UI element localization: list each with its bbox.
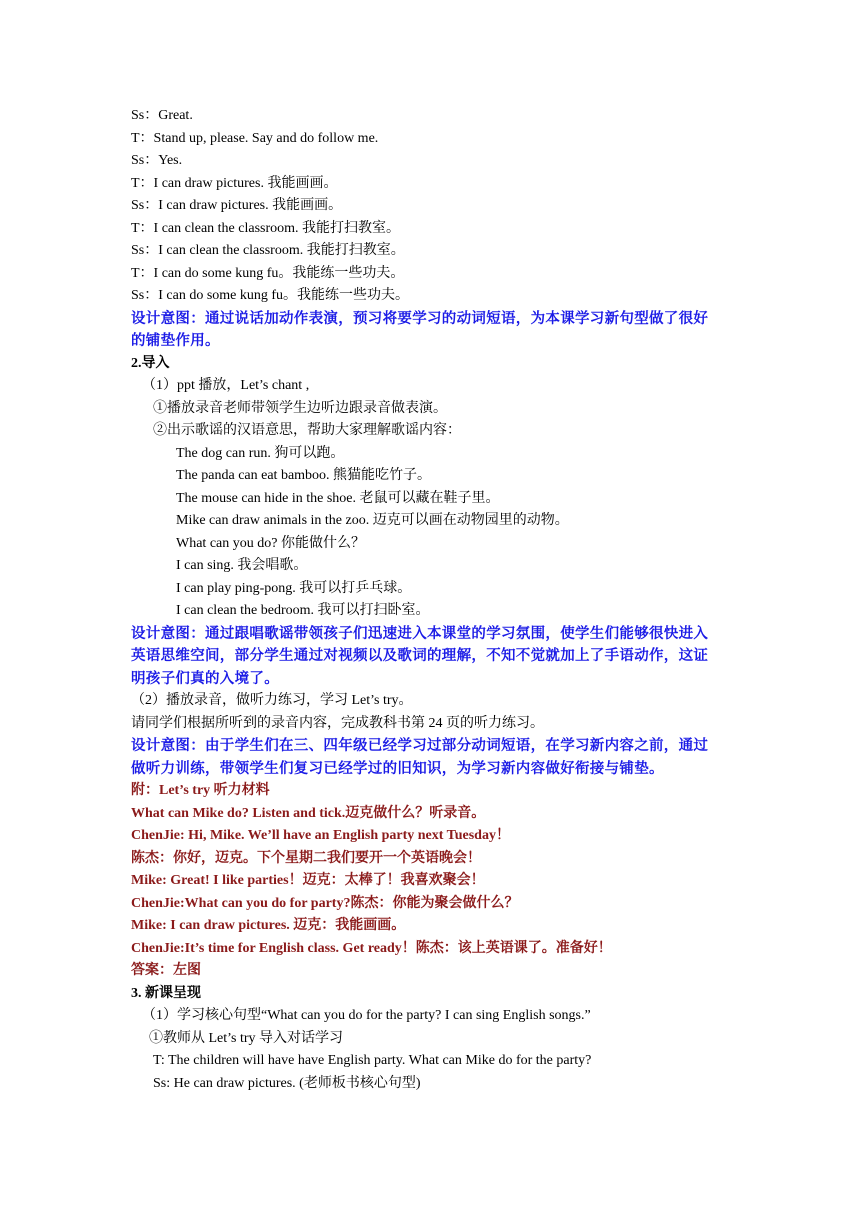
- listening-line: 陈杰：你好，迈克。下个星期二我们要开一个英语晚会！: [131, 850, 481, 866]
- section-2-step-2-detail: 请同学们根据所听到的录音内容，完成教科书第 24 页的听力练习。: [131, 715, 544, 731]
- listening-line: ChenJie:What can you do for party?陈杰：你能为聚会做什么？: [131, 895, 519, 911]
- note-line: 明孩子们真的入境了。: [131, 670, 279, 687]
- design-intent-note-2: [131, 623, 731, 691]
- chant-line: Mike can draw animals in the zoo. 迈克可以画在动物园里的动物。: [176, 513, 569, 528]
- listening-answer: 答案：左图: [131, 963, 201, 978]
- section-2-substep-2: ②出示歌谣的汉语意思，帮助大家理解歌谣内容：: [153, 423, 461, 438]
- design-intent-note-1: [131, 308, 731, 353]
- note-line: 设计意图：通过说话加动作表演，预习将要学习的动词短语，为本课学习新句型做了很好: [131, 310, 709, 327]
- dialogue-line: Ss：I can clean the classroom. 我能打扫教室。: [131, 243, 405, 258]
- section-3-line: Ss: He can draw pictures. (老师板书核心句型): [153, 1075, 421, 1091]
- chant-line: The mouse can hide in the shoe. 老鼠可以藏在鞋子里。: [176, 490, 500, 506]
- section-2-step-2: （2）播放录音，做听力练习，学习 Let’s try。: [131, 693, 413, 708]
- dialogue-line: Ss：Great.: [131, 108, 193, 123]
- section-2-heading: 2.导入: [131, 355, 170, 371]
- listening-line: 附：Let’s try 听力材料: [131, 783, 270, 798]
- design-intent-note-3: [131, 735, 731, 780]
- note-line: 做听力训练，带领学生们复习已经学过的旧知识，为学习新内容做好衔接与铺垫。: [131, 760, 664, 777]
- section-2-substep-1: ①播放录音老师带领学生边听边跟录音做表演。: [153, 400, 447, 416]
- chant-lyrics: [131, 443, 731, 623]
- dialogue-line: T：Stand up, please. Say and do follow me.: [131, 130, 379, 146]
- dialogue-line: Ss：Yes.: [131, 153, 183, 168]
- dialogue-line: T：I can do some kung fu。我能练一些功夫。: [131, 265, 405, 281]
- chant-line: The panda can eat bamboo. 熊猫能吃竹子。: [176, 468, 432, 483]
- section-3-heading: 3. 新课呈现: [131, 985, 201, 1001]
- note-line: 英语思维空间，部分学生通过对视频以及歌词的理解，不知不觉就加上了手语动作，这证: [131, 648, 709, 664]
- section-3-line: T: The children will have have English party. What can Mike do for the party?: [153, 1053, 592, 1068]
- listening-material: [131, 780, 731, 983]
- dialogue-line: T：I can draw pictures. 我能画画。: [131, 175, 338, 191]
- listening-line: Mike: Great! I like parties！迈克：太棒了！我喜欢聚会！: [131, 873, 485, 888]
- chant-line: I can clean the bedroom. 我可以打扫卧室。: [176, 603, 430, 618]
- chant-line: What can you do? 你能做什么？: [176, 535, 365, 551]
- note-line: 设计意图：通过跟唱歌谣带领孩子们迅速进入本课堂的学习氛围，使学生们能够很快进入: [131, 625, 709, 642]
- dialogue-block-1: [131, 105, 731, 308]
- dialogue-line: T：I can clean the classroom. 我能打扫教室。: [131, 220, 401, 236]
- chant-line: I can play ping-pong. 我可以打乒乓球。: [176, 580, 412, 596]
- section-2-step-1: （1）ppt 播放，Let’s chant ,: [142, 378, 310, 393]
- chant-line: I can sing. 我会唱歌。: [176, 558, 308, 573]
- dialogue-line: Ss：I can draw pictures. 我能画画。: [131, 198, 343, 213]
- listening-line: ChenJie:It’s time for English class. Get ready！陈杰：该上英语课了。准备好！: [131, 940, 612, 956]
- section-3-substep-1: ①教师从 Let’s try 导入对话学习: [149, 1030, 344, 1046]
- document-page: [131, 105, 731, 1095]
- listening-line: ChenJie: Hi, Mike. We’ll have an English party next Tuesday！: [131, 828, 510, 843]
- listening-line: Mike: I can draw pictures. 迈克：我能画画。: [131, 918, 406, 933]
- section-3-step-1: （1）学习核心句型“What can you do for the party? I can sing English songs.”: [142, 1008, 591, 1023]
- note-line: 设计意图：由于学生们在三、四年级已经学习过部分动词短语，在学习新内容之前，通过: [131, 738, 709, 754]
- listening-line: What can Mike do? Listen and tick.迈克做什么？听录音。: [131, 805, 486, 821]
- dialogue-line: Ss：I can do some kung fu。我能练一些功夫。: [131, 288, 410, 303]
- chant-line: The dog can run. 狗可以跑。: [176, 445, 345, 461]
- note-line: 的铺垫作用。: [131, 333, 220, 349]
